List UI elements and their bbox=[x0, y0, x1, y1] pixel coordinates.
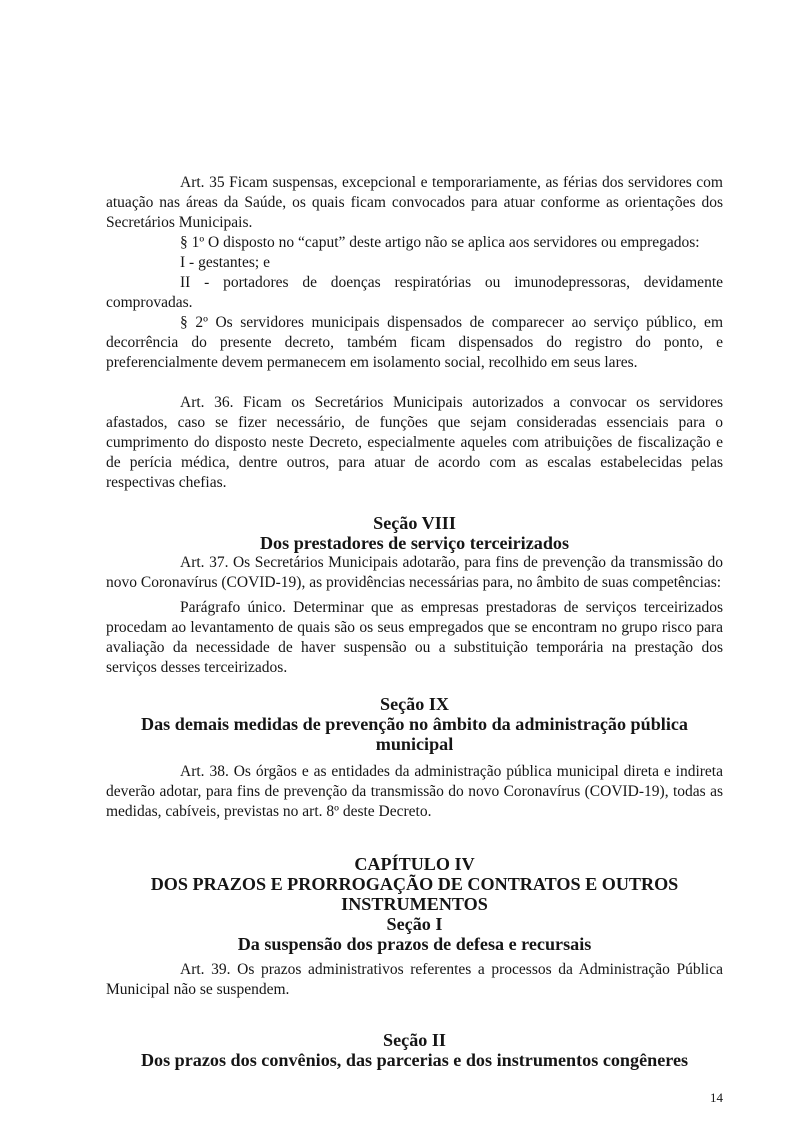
paragraph-art-39: Art. 39. Os prazos administrativos referentes a processos da Administração Pública Municipal não se suspendem. bbox=[106, 961, 723, 998]
clause-ii: II - portadores de doenças respiratórias ou imunodepressoras, devidamente comprovadas. bbox=[106, 274, 723, 311]
heading-capitulo-iv-title: DOS PRAZOS E PRORROGAÇÃO DE CONTRATOS E OUTROS INSTRUMENTOS bbox=[150, 874, 679, 914]
heading-capitulo-iv: CAPÍTULO IV bbox=[354, 854, 475, 874]
clause-i: I - gestantes; e bbox=[180, 254, 270, 271]
heading-secao-ii-title: Dos prazos dos convênios, das parcerias e dos instrumentos congêneres bbox=[140, 1050, 689, 1070]
heading-secao-ix: Seção IX bbox=[380, 694, 449, 714]
paragraph-art-38: Art. 38. Os órgãos e as entidades da administração pública municipal direta e indireta deverão adotar, para fins de prevenção da transmissão do novo Coronavírus (COVID-19), todas as medidas, cabíveis, previstas no art. 8º deste Decreto. bbox=[106, 763, 723, 820]
heading-secao-viii: Seção VIII bbox=[373, 513, 456, 533]
heading-secao-i-title: Da suspensão dos prazos de defesa e recursais bbox=[237, 934, 592, 954]
paragraph-par-2: § 2º Os servidores municipais dispensados de comparecer ao serviço público, em decorrência do presente decreto, também ficam dispensados do registro do ponto, e preferencialmente devem permanecem em isolamento social, recolhido em seus lares. bbox=[106, 314, 723, 371]
heading-secao-viii-title: Dos prestadores de serviço terceirizados bbox=[259, 533, 570, 553]
paragraph-paragrafo-unico: Parágrafo único. Determinar que as empresas prestadoras de serviços terceirizados procedam ao levantamento de quais são os seus empregados que se encontram no grupo risco para avaliação da necessidade de haver suspensão ou a substituição temporária na prestação dos serviços desses terceirizados. bbox=[106, 599, 723, 676]
heading-secao-i: Seção I bbox=[386, 914, 443, 934]
paragraph-art-35: Art. 35 Ficam suspensas, excepcional e temporariamente, as férias dos servidores com atuação nas áreas da Saúde, os quais ficam convocados para atuar conforme as orientações dos Secretários Municipais. bbox=[106, 174, 723, 231]
heading-secao-ix-title: Das demais medidas de prevenção no âmbito da administração pública municipal bbox=[141, 714, 688, 754]
page-number: 14 bbox=[710, 1090, 723, 1105]
paragraph-par-1: § 1º O disposto no “caput” deste artigo não se aplica aos servidores ou empregados: bbox=[180, 234, 700, 251]
paragraph-art-36: Art. 36. Ficam os Secretários Municipais autorizados a convocar os servidores afastados, caso se fizer necessário, de funções que sejam consideradas essenciais para o cumprimento do disposto neste Decreto, especialmente aqueles com atribuições de fiscalização e de perícia médica, dentre outros, para atuar de acordo com as escalas estabelecidas pelas respectivas chefias. bbox=[106, 394, 723, 491]
heading-secao-ii: Seção II bbox=[383, 1030, 446, 1050]
paragraph-art-37: Art. 37. Os Secretários Municipais adotarão, para fins de prevenção da transmissão do novo Coronavírus (COVID-19), as providências necessárias para, no âmbito de suas competências: bbox=[106, 554, 723, 591]
document-content bbox=[106, 173, 723, 1070]
